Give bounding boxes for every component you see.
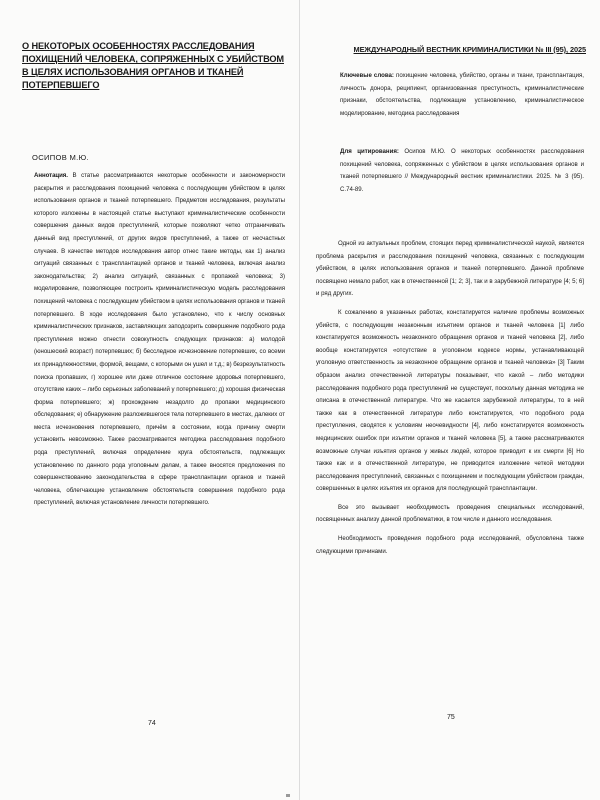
article-title: О НЕКОТОРЫХ ОСОБЕННОСТЯХ РАССЛЕДОВАНИЯ ПОХИЩЕНИЙ ЧЕЛОВЕКА, СОПРЯЖЕННЫХ С УБИЙСТВОМ В ЦЕЛЯХ ИСПОЛЬЗОВАНИЯ ОРГАНОВ И ТКАНЕЙ ПОТЕРПЕВШЕГО (22, 41, 284, 90)
paragraph: К сожалению в указанных работах, констатируется наличие проблемы возможных убийств, с последующим незаконным изъятием органов и тканей человека [1] либо констатируется возможность незаконного обращения органов и тканей человека [2], либо вообще констатируется «отсутствие в уголовном кодексе нормы, устанавливающей уголовную ответственность за незаконное обращение органов и тканей человека» [3] Таким образом анализ отечественной литературы показывает, что какой – либо методики расследования подобного рода преступлений не существует, поскольку данная методика не описана в отечественной литературе. Что же касается зарубежной литературы, то в ней также как в отечественной литературе либо констатируется, что подобного рода преступления, сводятся к условиям неочевидности [4], либо констатируется возможность медицинских ошибок при изъятии органов и тканей человека [5], а также рассматриваются возможные случаи изъятия органов у живых людей, которое приводит к их смерти [6] Но также как и в отечественной литературе, не приводится изложение четкой методики расследования преступлений, связанных с похищением и последующим убийством граждан, совершенных в целях изъятия их органов для последующей трансплантации. (316, 308, 584, 493)
page-number-left: 74 (148, 720, 156, 727)
paragraph: Одной из актуальных проблем, стоящих перед криминалистической наукой, является проблема раскрытия и расследования похищений человека, связанных с последующим убийством, в целях использования органов и тканей потерпевшего. Данной проблеме посвящено немало работ, как в отечественной [1; 2; 3], так и в зарубежной литературе [4; 5; 6] и ряд других. (316, 240, 584, 298)
article-body (316, 238, 584, 564)
abstract (34, 170, 285, 510)
keywords-label: Ключевые слова: (340, 72, 394, 79)
citation-text: Осипов М.Ю. О некоторых особенностях расследования похищений человека, сопряженных с убийством в целях использования органов и тканей потерпевшего // Международный вестник криминалистики. 2025. № 3 (95). С.74-89. (340, 148, 585, 193)
citation-label: Для цитирования: (340, 148, 399, 155)
page-number-right: 75 (447, 714, 455, 721)
right-page (300, 0, 600, 800)
keywords-text: похищение человека, убийство, органы и ткани, трансплантация, личность донора, реципиент, организованная преступность, криминалистические признаки, обстоятельства, подлежащие установлению, криминалистическое моделирование, методика расследования (340, 72, 584, 117)
citation-block (340, 146, 584, 196)
author-name: ОСИПОВ М.Ю. (32, 153, 89, 162)
left-page (0, 0, 299, 800)
paragraph: Необходимость проведения подобного рода исследований, обусловлена также следующими причинами. (316, 535, 584, 555)
journal-header: МЕЖДУНАРОДНЫЙ ВЕСТНИК КРИМИНАЛИСТИКИ № III (95), 2025 (353, 45, 586, 54)
abstract-text: В статье рассматриваются некоторые особенности и закономерности раскрытия и расследования похищений человека с последующим убийством в целях использования органов и тканей потерпевшего. Предметом исследования, результаты которого изложены в настоящей статье выступают криминалистические особенности совершения данных видов преступлений, которые позволяют четко отграничивать данный вид преступлений, от других видов преступлений, а также от несчастных случаев. В качестве методов исследования автор отнес такие методы, как 1) анализ ситуаций связанных с трансплантацией органов и тканей человека, включая анализ законодательства; 2) анализ ситуаций, связанных с пропажей человека; 3) моделирование, позволяющее построить криминалистическую модель расследования похищений человека с последующим убийством в целях использования органов и тканей потерпевшего. В ходе исследования было установлено, что к числу основных криминалистических признаков, заставляющих заподозрить совершение подобного рода преступления можно отнести совокупность следующих признаков: а) молодой (юношеский возраст) потерпевших; б) бесследное исчезновение потерпевших, со всеми их принадлежностями, формой, вещами, с которыми он ушел и т.д.; в) безрезультатность поиска пропавших, г) хорошее или даже отличное состояние здоровья потерпевшего, отсутствие каких – либо серьезных заболеваний у потерпевшего; д) хорошая физическая форма потерпевшего; ж) прохождение незадолго до пропажи медицинского обследования; е) обнаружение разложившегося тела потерпевшего в местах, далеких от места исчезновения потерпевшего, причём в состоянии, когда причину смерти установить невозможно. Также рассматривается методика расследования подобного рода преступлений, включая определение круга обстоятельств, подлежащих установлению по данного рода уголовным делам, а также вносятся предложения по совершенствованию законодательства в сфере трансплантации органов и тканей человека, облегчающие установление обстоятельств совершения подобного рода преступлений, включая установление личности потерпевшего. (34, 172, 285, 507)
keywords-block (340, 70, 584, 120)
abstract-label: Аннотация. (34, 172, 68, 179)
paragraph: Все это вызывает необходимость проведения специальных исследований, посвященных анализу данной проблематики, в том числе и данного исследования. (316, 503, 584, 524)
scan-artifact (286, 794, 290, 797)
